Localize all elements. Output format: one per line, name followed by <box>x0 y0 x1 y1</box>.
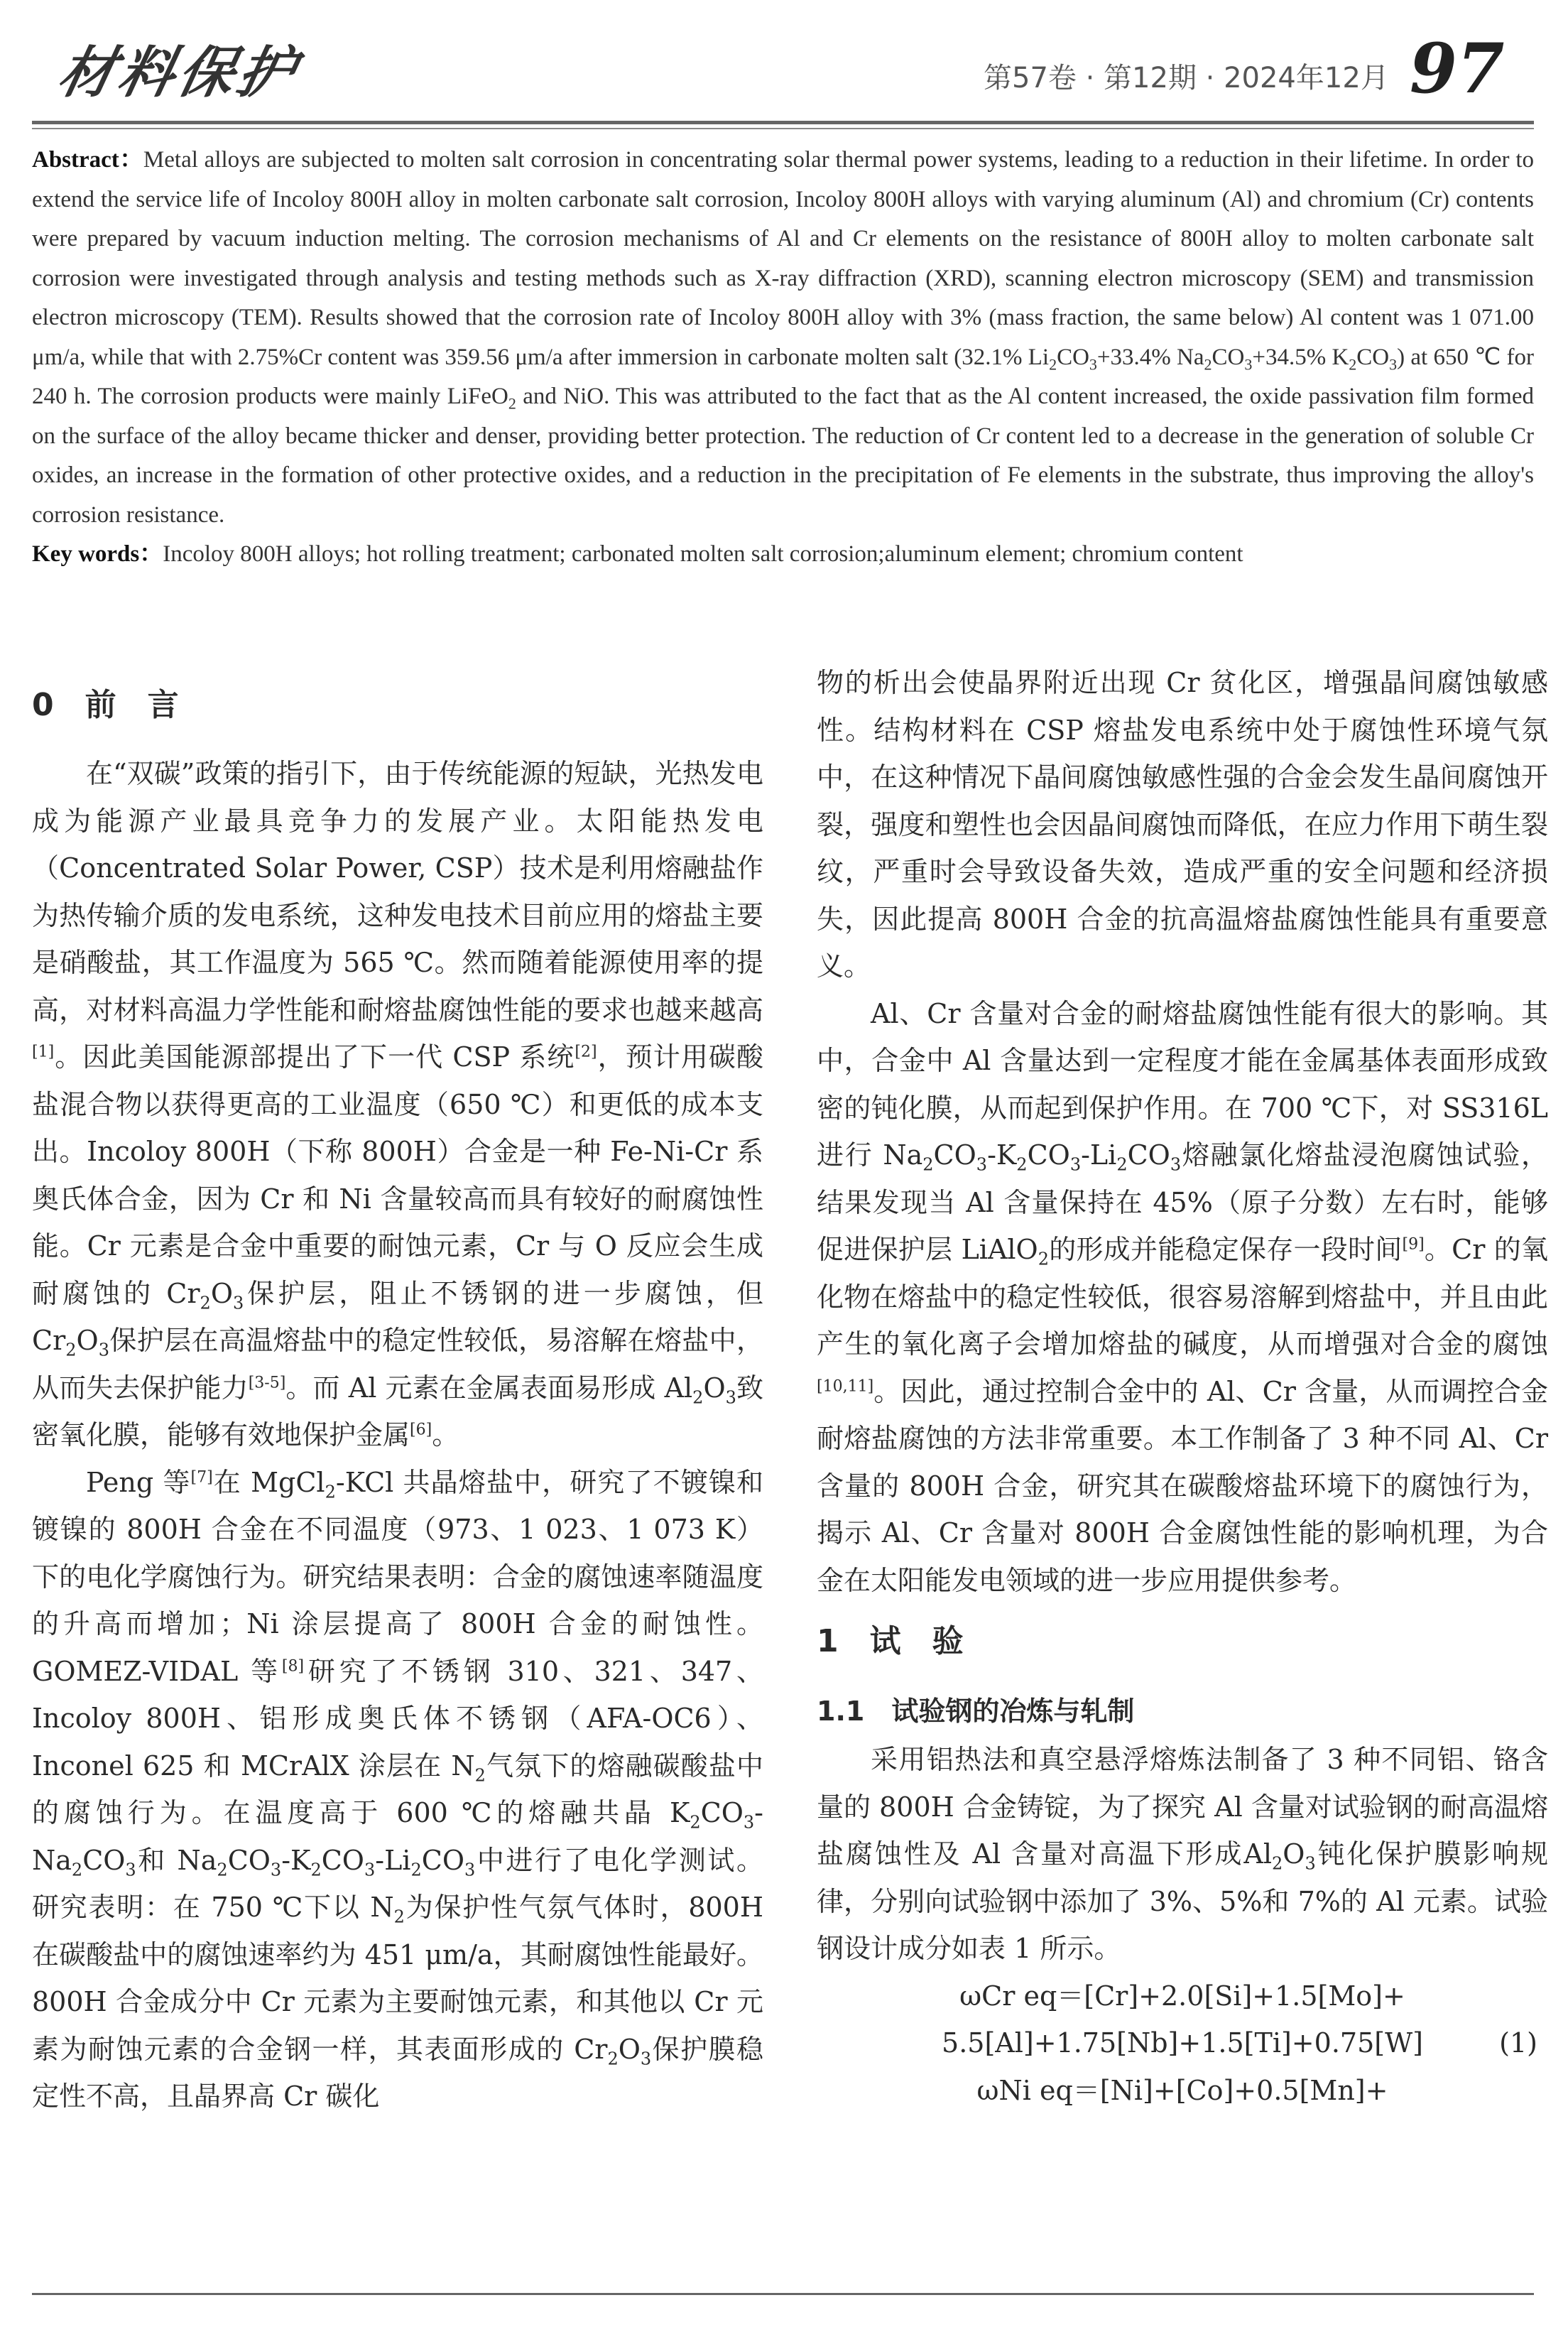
page-header <box>0 0 1568 135</box>
right-column <box>817 659 1548 2114</box>
abstract-body: Abstract：Metal alloys are subjected to molten salt corrosion in concentrating solar thermal power systems, leading to a reduction in their lifetime. In order to extend the service life of Incoloy 800H alloy in molten carbonate salt corrosion, Incoloy 800H alloys with varying aluminum (Al) and chromium (Cr) contents were prepared by vacuum induction melting. The corrosion mechanisms of Al and Cr elements on the resistance of 800H alloy to molten carbonate salt corrosion were investigated through analysis and testing methods such as X-ray diffraction (XRD), scanning electron microscopy (SEM) and transmission electron microscopy (TEM). Results showed that the corrosion rate of Incoloy 800H alloy with 3% (mass fraction, the same below) Al content was 1 071.00 μm/a, while that with 2.75%Cr content was 359.56 μm/a after immersion in carbonate molten salt (32.1% $Li_2CO_3+33.4\%$ $Na_2CO_3+34.5\%$ $K_2CO_3$) at 650 ℃ for 240 h. The corrosion products were mainly LiFeO$_2$ and NiO. This was attributed to the fact that as the Al content increased, the oxide passivation film formed on the surface of the alloy became thicker and denser, providing better protection. The reduction of Cr content led to a decrease in the generation of soluble Cr oxides, an increase in the formation of other protective oxides, and a reduction in the precipitation of Fe elements in the substrate, thus improving the alloy's corrosion resistance. <box>32 147 1534 528</box>
keywords: Key words：Incoloy 800H alloys; hot rolling treatment; carbonated molten salt corrosion;aluminum element; chromium content <box>32 541 1243 567</box>
left-column <box>32 682 763 2120</box>
paragraph: Peng 等[7]在 MgCl$_2$-KCl 共晶熔盐中，研究了不镀镍和镀镍的 800H 合金在不同温度（973、1 023、1 073 K）下的电化学腐蚀行为。研究结果表明：合金的腐蚀速率随温度的升高而增加；Ni 涂层提高了 800H 合金的耐蚀性。GOMEZ-VIDAL 等[8]研究了不锈钢 310、321、347、Incoloy 800H、铝形成奥氏体不锈钢（AFA-OC6）、Inconel 625 和 MCrAlX 涂层在 $N_2$气氛下的熔融碳酸盐中的腐蚀行为。在温度高于 600 ℃的熔融共晶 $K_2CO_3-Na_2CO_3$和 $Na_2CO_3-K_2CO_3-Li_2CO_3$中进行了电化学测试。研究表明：在 750 ℃下以 $N_2$为保护性气氛气体时，800H 在碳酸盐中的腐蚀速率约为 451 μm/a，其耐腐蚀性能最好。800H 合金成分中 Cr 元素为主要耐蚀元素，和其他以 Cr 元素为耐蚀元素的合金钢一样，其表面形成的 $Cr_2O_3$保护膜稳定性不高，且晶界高 Cr 碳化 <box>32 1466 764 2112</box>
equation-line: ωNi eq＝[Ni]+[Co]+0.5[Mn]+ <box>976 2074 1388 2106</box>
equation-number: (1) <box>1499 2027 1537 2059</box>
page-number: 97 <box>1410 28 1505 109</box>
equation-line: 5.5[Al]+1.75[Nb]+1.5[Ti]+0.75[W] (1) <box>817 2019 1548 2067</box>
issue-info: 第57卷 · 第12期 · 2024年12月 <box>984 62 1389 94</box>
header-rule <box>32 121 1534 124</box>
keywords-label: Key words <box>32 541 140 567</box>
paragraph: 物的析出会使晶界附近出现 Cr 贫化区，增强晶间腐蚀敏感性。结构材料在 CSP 熔盐发电系统中处于腐蚀性环境气氛中，在这种情况下晶间腐蚀敏感性强的合金会发生晶间腐蚀开裂，强度和塑性也会因晶间腐蚀而降低，在应力作用下萌生裂纹，严重时会导致设备失效，造成严重的安全问题和经济损失，因此提高 800H 合金的抗高温熔盐腐蚀性能具有重要意义。 <box>817 667 1548 982</box>
abstract-label: Abstract <box>32 147 119 173</box>
paragraph: 在“双碳”政策的指引下，由于传统能源的短缺，光热发电成为能源产业最具竞争力的发展产业。太阳能热发电（Concentrated Solar Power, CSP）技术是利用熔融盐作为热传输介质的发电系统，这种发电技术目前应用的熔盐主要是硝酸盐，其工作温度为 565 ℃。然而随着能源使用率的提高，对材料高温力学性能和耐熔盐腐蚀性能的要求也越来越高[1]。因此美国能源部提出了下一代 CSP 系统[2]，预计用碳酸盐混合物以获得更高的工业温度（650 ℃）和更低的成本支出。Incoloy 800H（下称 800H）合金是一种 Fe-Ni-Cr 系奥氏体合金，因为 Cr 和 Ni 含量较高而具有较好的耐腐蚀性能。Cr 元素是合金中重要的耐蚀元素，Cr 与 O 反应会生成耐腐蚀的 $Cr_2O_3$保护层，阻止不锈钢的进一步腐蚀，但 $Cr_2O_3$保护层在高温熔盐中的稳定性较低，易溶解在熔盐中，从而失去保护能力[3-5]。而 Al 元素在金属表面易形成 $Al_2O_3$致密氧化膜，能够有效地保护金属[6]。 <box>32 758 763 1450</box>
section-heading-experiment: 1 试 验 <box>817 1623 964 1659</box>
header-rule-thin <box>32 128 1534 129</box>
paragraph: 采用铝热法和真空悬浮熔炼法制备了 3 种不同铝、铬含量的 800H 合金铸锭，为了探究 Al 含量对试验钢的耐高温熔盐腐蚀性及 Al 含量对高温下形成$Al_2O_3$钝化保护膜影响规律，分别向试验钢中添加了 3%、5%和 7%的 Al 元素。试验钢设计成分如表 1 所示。 <box>817 1744 1548 1964</box>
abstract <box>32 141 1534 575</box>
paragraph: Al、Cr 含量对合金的耐熔盐腐蚀性能有很大的影响。其中，合金中 Al 含量达到一定程度才能在金属基体表面形成致密的钝化膜，从而起到保护作用。在 700 ℃下，对 SS316L 进行 $Na_2CO_3-K_2CO_3-Li_2CO_3$熔融氯化熔盐浸泡腐蚀试验，结果发现当 Al 含量保持在 45%（原子分数）左右时，能够促进保护层 LiAlO$_2$的形成并能稳定保存一段时间[9]。Cr 的氧化物在熔盐中的稳定性较低，很容易溶解到熔盐中，并且由此产生的氧化离子会增加熔盐的碱度，从而增强对合金的腐蚀[10,11]。因此，通过控制合金中的 Al、Cr 含量，从而调控合金耐熔盐腐蚀的方法非常重要。本工作制备了 3 种不同 Al、Cr 含量的 800H 合金，研究其在碳酸熔盐环境下的腐蚀行为，揭示 Al、Cr 含量对 800H 合金腐蚀性能的影响机理，为合金在太阳能发电领域的进一步应用提供参考。 <box>817 997 1548 1596</box>
subsection-heading: 1.1 试验钢的冶炼与轧制 <box>817 1696 1135 1727</box>
footer-rule <box>32 2293 1534 2295</box>
section-heading-intro: 0 前 言 <box>32 687 179 723</box>
equation-line: ωCr eq＝[Cr]+2.0[Si]+1.5[Mo]+ <box>959 1980 1405 2012</box>
journal-title: 材料保护 <box>52 40 305 105</box>
